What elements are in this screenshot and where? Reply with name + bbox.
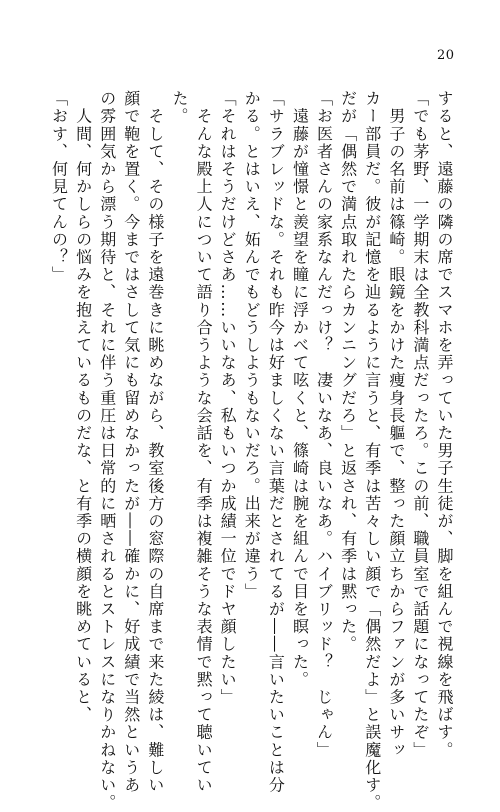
text-line: 「サラブレッドな。それも昨今は好ましくない言葉だとされてるが――言いたいことは分 bbox=[266, 90, 286, 794]
text-line: かる。とはいえ、妬んでもどうしようもないだろ。出来が違う」 bbox=[242, 90, 262, 601]
page-number: 20 bbox=[437, 48, 455, 63]
body-text bbox=[46, 90, 456, 812]
text-line: 遠藤が憧憬と羨望を瞳に浮かべて呟くと、篠崎は腕を組んで目を瞑った。 bbox=[290, 90, 310, 689]
text-line: そして、その様子を遠巻きに眺めながら、教室後方の窓際の自席まで来た綾は、難しい bbox=[145, 90, 165, 794]
text-line: 顔で鞄を置く。今まではさして気にも留めなかったが――確かに、好成績で当然というあ bbox=[121, 90, 141, 794]
text-line: た。 bbox=[169, 90, 189, 126]
text-line: 「お医者さんの家系なんだっけ？ 凄いなあ、良いなあ。ハイブリッド？ じゃん」 bbox=[314, 90, 334, 759]
text-line: 「それはそうだけどさあ……いいなあ、私もいつか成績一位でドヤ顔したい」 bbox=[218, 90, 238, 706]
text-line: すると、遠藤の隣の席でスマホを弄っていた男子生徒が、脚を組んで視線を飛ばす。 bbox=[435, 90, 454, 759]
text-line: の雰囲気から漂う期待と、それに伴う重圧は日常的に晒されるとストレスになりかねない。 bbox=[97, 90, 117, 812]
text-line: カー部員だ。彼が記憶を辿るように言うと、有季は苦々しい顔で「偶然だよ」と誤魔化す。 bbox=[362, 90, 382, 812]
text-line: 「でも茅野、一学期末は全教科満点だったろ。この前、職員室で話題になってたぞ」 bbox=[410, 90, 430, 759]
text-line: だが「偶然で満点取れたらカンニングだろ」と返され、有季は黙った。 bbox=[338, 90, 358, 654]
text-line: 人間、何かしらの悩みを抱えているものだな、と有季の横顔を眺めていると、 bbox=[73, 90, 93, 724]
text-line: 男子の名前は篠崎。眼鏡をかけた痩身長軀で、整った顔立ちからファンが多いサッ bbox=[386, 90, 406, 759]
text-line: 「おす、何見てんの？」 bbox=[49, 90, 69, 284]
text-line: そんな殿上人について語り合うような会話を、有季は複雑そうな表情で黙って聴いてい bbox=[194, 90, 214, 794]
